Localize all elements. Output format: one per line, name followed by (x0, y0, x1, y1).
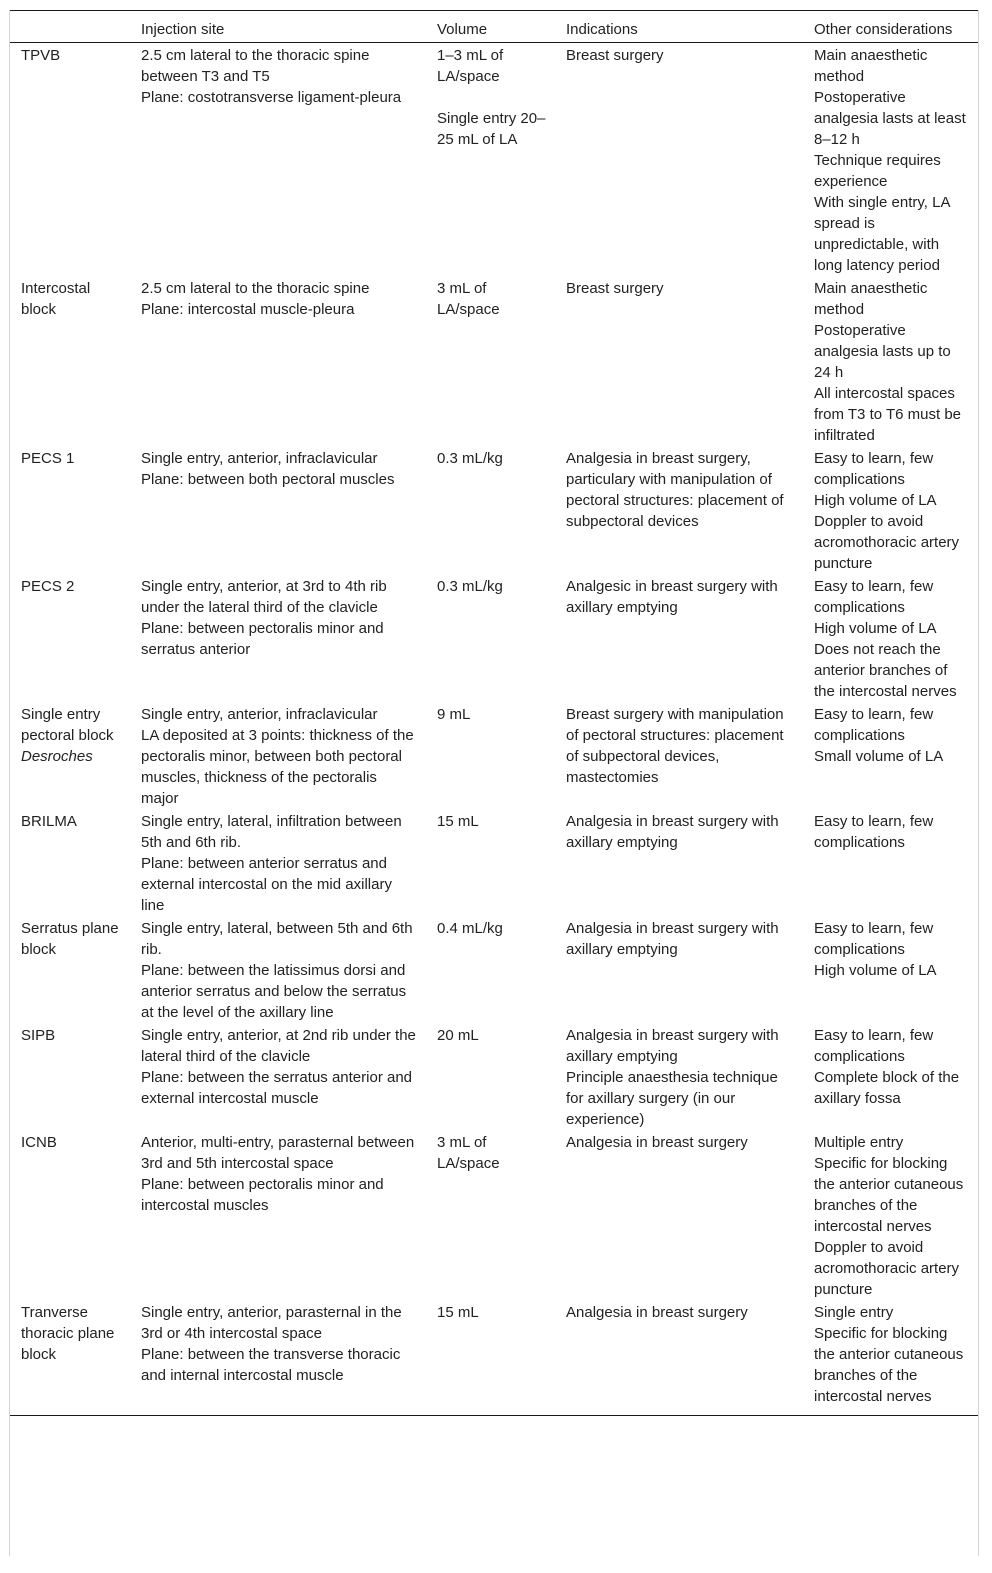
block-name-cell (10, 446, 130, 574)
block-name: ICNB (21, 1134, 57, 1151)
cell-line: 9 mL (437, 706, 471, 723)
indications-cell (555, 809, 803, 916)
block-name-cell (10, 916, 130, 1023)
cell-line: Plane: between pectoralis minor and intercostal muscles (141, 1176, 384, 1214)
block-name-cell (10, 574, 130, 702)
injection-site-cell (130, 276, 426, 446)
table-row (10, 1300, 978, 1416)
injection-site-cell (130, 43, 426, 277)
injection-site-cell (130, 809, 426, 916)
cell-line: Plane: intercostal muscle-pleura (141, 301, 355, 318)
block-name-cell (10, 809, 130, 916)
cell-line: Postoperative analgesia lasts at least 8–12 h (814, 89, 966, 148)
table-row (10, 43, 978, 277)
cell-line: Single entry (814, 1304, 894, 1321)
indications-cell (555, 43, 803, 277)
cell-line: 2.5 cm lateral to the thoracic spine (141, 280, 370, 297)
cell-line: Single entry, anterior, at 3rd to 4th rib under the lateral third of the clavicle (141, 578, 387, 616)
cell-line: 15 mL (437, 813, 479, 830)
cell-line: Easy to learn, few complications (814, 450, 934, 488)
nerve-block-table (10, 10, 978, 1416)
block-name-author: Desroches (21, 748, 93, 765)
cell-line: High volume of LA (814, 492, 937, 509)
cell-line: Single entry, lateral, between 5th and 6th rib. (141, 920, 413, 958)
considerations-cell (803, 446, 978, 574)
considerations-cell (803, 702, 978, 809)
cell-line: 2.5 cm lateral to the thoracic spine between T3 and T5 (141, 47, 370, 85)
block-name: PECS 1 (21, 450, 75, 467)
volume-cell (426, 574, 555, 702)
cell-line: With single entry, LA spread is unpredictable, with long latency period (814, 194, 950, 274)
considerations-cell (803, 1130, 978, 1300)
cell-line: Analgesic in breast surgery with axillary emptying (566, 578, 778, 616)
cell-line: Single entry, anterior, at 2nd rib under the lateral third of the clavicle (141, 1027, 416, 1065)
cell-line: Single entry, anterior, infraclavicular (141, 706, 378, 723)
block-name-cell (10, 1300, 130, 1416)
considerations-cell (803, 276, 978, 446)
cell-line: Analgesia in breast surgery (566, 1134, 748, 1151)
indications-cell (555, 446, 803, 574)
cell-line: Analgesia in breast surgery (566, 1304, 748, 1321)
table-row (10, 446, 978, 574)
cell-line: Plane: between anterior serratus and external intercostal on the mid axillary line (141, 855, 392, 914)
injection-site-cell (130, 916, 426, 1023)
considerations-cell (803, 916, 978, 1023)
block-name-cell (10, 1130, 130, 1300)
cell-line: Single entry 20–25 mL of LA (437, 110, 546, 148)
volume-cell (426, 1023, 555, 1130)
cell-line: High volume of LA (814, 962, 937, 979)
cell-line: Anterior, multi-entry, parasternal between 3rd and 5th intercostal space (141, 1134, 415, 1172)
cell-line: Specific for blocking the anterior cutaneous branches of the intercostal nerves (814, 1325, 964, 1405)
volume-cell (426, 276, 555, 446)
block-name: BRILMA (21, 813, 77, 830)
injection-site-cell (130, 1023, 426, 1130)
cell-line: High volume of LA (814, 620, 937, 637)
cell-line: Technique requires experience (814, 152, 941, 190)
cell-line: Single entry, anterior, parasternal in the 3rd or 4th intercostal space (141, 1304, 402, 1342)
cell-line: Easy to learn, few complications (814, 920, 934, 958)
cell-line: Plane: between both pectoral muscles (141, 471, 395, 488)
cell-line: Plane: between the serratus anterior and external intercostal muscle (141, 1069, 413, 1107)
cell-line: 0.3 mL/kg (437, 450, 503, 467)
cell-line: 20 mL (437, 1027, 479, 1044)
table-row (10, 1130, 978, 1300)
cell-line: Postoperative analgesia lasts up to 24 h (814, 322, 951, 381)
cell-line: Easy to learn, few complications (814, 813, 934, 851)
considerations-cell (803, 1300, 978, 1416)
cell-line: Easy to learn, few complications (814, 1027, 934, 1065)
cell-line: LA deposited at 3 points: thickness of the pectoralis minor, between both pectoral muscles, thickness of the pectoralis major (141, 727, 414, 807)
table-row (10, 574, 978, 702)
cell-line: Breast surgery (566, 280, 664, 297)
injection-site-cell (130, 702, 426, 809)
volume-cell (426, 1300, 555, 1416)
block-name: Serratus plane block (21, 920, 119, 958)
cell-line: Analgesia in breast surgery, particulary with manipulation of pectoral structures: placement of subpectoral devices (566, 450, 784, 530)
cell-line: Analgesia in breast surgery with axillary emptying (566, 1027, 779, 1065)
cell-line: Breast surgery (566, 47, 664, 64)
header-indications: Indications (555, 11, 803, 43)
cell-line: Plane: between the latissimus dorsi and anterior serratus and below the serratus at the level of the axillary line (141, 962, 407, 1021)
indications-cell (555, 1023, 803, 1130)
cell-line: Breast surgery with manipulation of pectoral structures: placement of subpectoral devices, mastectomies (566, 706, 784, 786)
cell-line: Specific for blocking the anterior cutaneous branches of the intercostal nerves (814, 1155, 964, 1235)
considerations-cell (803, 43, 978, 277)
cell-line: Main anaesthetic method (814, 280, 928, 318)
volume-cell (426, 702, 555, 809)
block-name: Tranverse thoracic plane block (21, 1304, 115, 1363)
table-body (10, 43, 978, 1416)
block-name: PECS 2 (21, 578, 75, 595)
table-row (10, 809, 978, 916)
injection-site-cell (130, 574, 426, 702)
volume-cell (426, 1130, 555, 1300)
header-other-considerations: Other considerations (803, 11, 978, 43)
block-name-cell (10, 702, 130, 809)
block-name-cell (10, 43, 130, 277)
block-name: Single entry pectoral block (21, 706, 114, 744)
block-name: Intercostal block (21, 280, 91, 318)
injection-site-cell (130, 1130, 426, 1300)
line-gap (437, 87, 547, 108)
cell-line: Easy to learn, few complications (814, 706, 934, 744)
cell-line: 3 mL of LA/space (437, 1134, 500, 1172)
cell-line: Does not reach the anterior branches of the intercostal nerves (814, 641, 957, 700)
header-volume: Volume (426, 11, 555, 43)
indications-cell (555, 916, 803, 1023)
table-row (10, 916, 978, 1023)
cell-line: Principle anaesthesia technique for axillary surgery (in our experience) (566, 1069, 778, 1128)
cell-line: Plane: between the transverse thoracic and internal intercostal muscle (141, 1346, 401, 1384)
volume-cell (426, 446, 555, 574)
injection-site-cell (130, 446, 426, 574)
cell-line: Analgesia in breast surgery with axillary emptying (566, 813, 779, 851)
block-name-cell (10, 1023, 130, 1130)
cell-line: Doppler to avoid acromothoracic artery puncture (814, 513, 960, 572)
considerations-cell (803, 1023, 978, 1130)
considerations-cell (803, 574, 978, 702)
table-row (10, 702, 978, 809)
indications-cell (555, 276, 803, 446)
block-name: TPVB (21, 47, 61, 64)
indications-cell (555, 702, 803, 809)
cell-line: Small volume of LA (814, 748, 944, 765)
cell-line: Multiple entry (814, 1134, 904, 1151)
cell-line: Complete block of the axillary fossa (814, 1069, 960, 1107)
table-header (10, 11, 978, 43)
cell-line: 0.4 mL/kg (437, 920, 503, 937)
cell-line: 0.3 mL/kg (437, 578, 503, 595)
header-empty (10, 11, 130, 43)
table-row (10, 276, 978, 446)
cell-line: Doppler to avoid acromothoracic artery puncture (814, 1239, 960, 1298)
block-name-cell (10, 276, 130, 446)
cell-line: Plane: costotransverse ligament-pleura (141, 89, 402, 106)
indications-cell (555, 1130, 803, 1300)
table-row (10, 1023, 978, 1130)
block-name: SIPB (21, 1027, 56, 1044)
volume-cell (426, 43, 555, 277)
cell-line: Single entry, anterior, infraclavicular (141, 450, 378, 467)
cell-line: All intercostal spaces from T3 to T6 must be infiltrated (814, 385, 962, 444)
cell-line: Single entry, lateral, infiltration between 5th and 6th rib. (141, 813, 402, 851)
cell-line: 1–3 mL of LA/space (437, 47, 504, 85)
volume-cell (426, 809, 555, 916)
cell-line: Analgesia in breast surgery with axillary emptying (566, 920, 779, 958)
indications-cell (555, 1300, 803, 1416)
cell-line: Easy to learn, few complications (814, 578, 934, 616)
cell-line: 15 mL (437, 1304, 479, 1321)
indications-cell (555, 574, 803, 702)
injection-site-cell (130, 1300, 426, 1416)
considerations-cell (803, 809, 978, 916)
cell-line: Main anaesthetic method (814, 47, 928, 85)
volume-cell (426, 916, 555, 1023)
header-injection-site: Injection site (130, 11, 426, 43)
header-row (10, 11, 978, 43)
cell-line: Plane: between pectoralis minor and serratus anterior (141, 620, 384, 658)
cell-line: 3 mL of LA/space (437, 280, 500, 318)
